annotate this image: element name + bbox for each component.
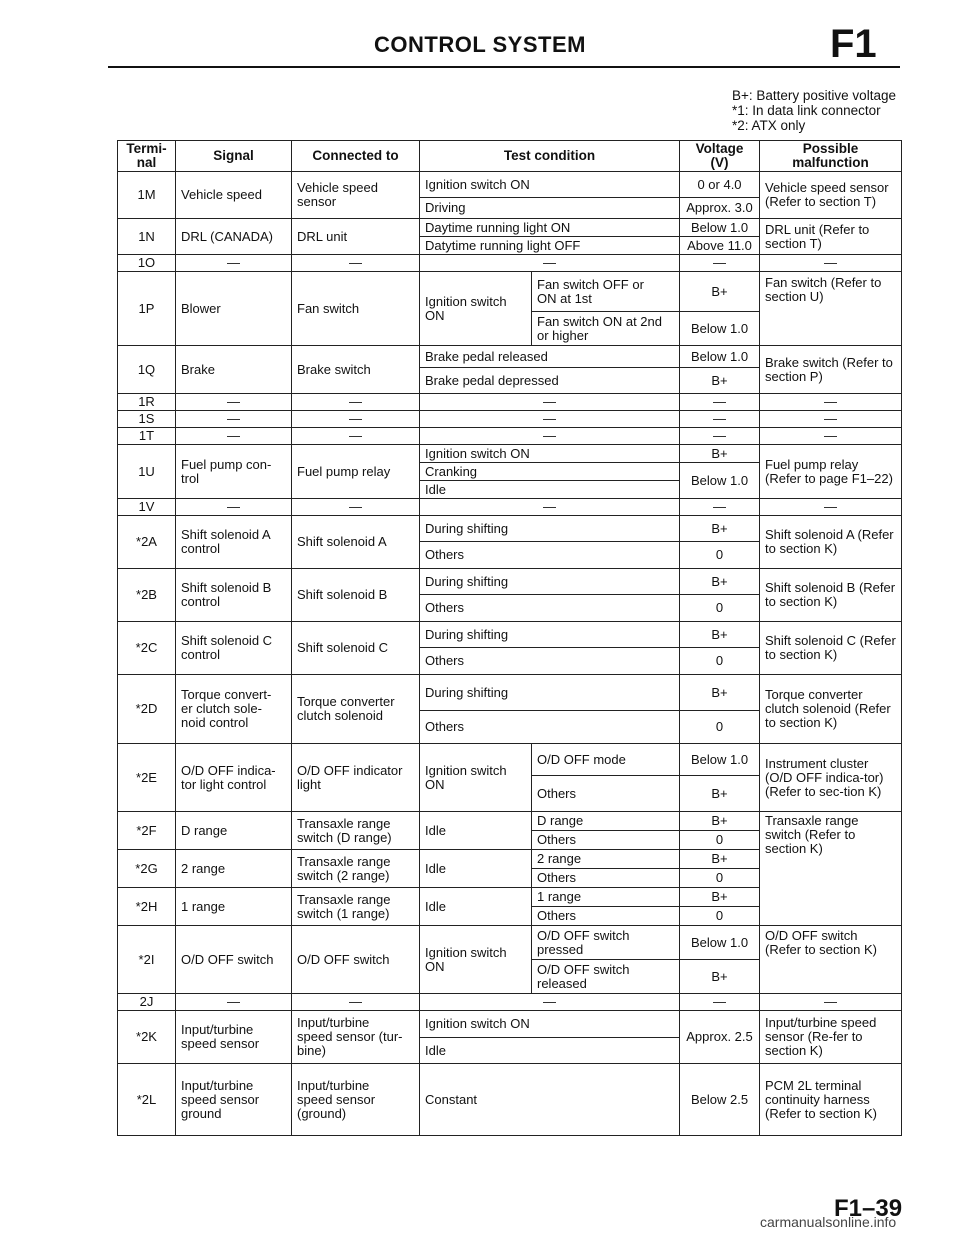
connected-cell: — [292, 428, 420, 445]
test-cell: — [420, 428, 680, 445]
voltage-cell: B+ [680, 812, 760, 831]
test-cell: During shifting [420, 675, 680, 711]
table-row [118, 516, 902, 542]
test-condition-cell: Ignition switch ON [420, 272, 532, 346]
malfunction-cell [760, 926, 902, 994]
test-subcondition-cell: Others [532, 831, 680, 850]
malfunction-cell: — [760, 499, 902, 516]
connected-cell: — [292, 994, 420, 1011]
malfunction-cell [760, 346, 902, 394]
test-cell: — [420, 994, 680, 1011]
connected-cell: Transaxle range switch (1 range) [292, 888, 420, 926]
connected-cell: Transaxle range switch (D range) [292, 812, 420, 850]
terminal-cell: 1M [118, 172, 176, 219]
signal-cell: Blower [176, 272, 292, 346]
test-cell: — [420, 394, 680, 411]
table-row [118, 411, 902, 428]
legend-notes [732, 88, 896, 133]
voltage-cell: B+ [680, 368, 760, 394]
signal-cell: — [176, 994, 292, 1011]
connected-cell: O/D OFF switch [292, 926, 420, 994]
voltage-cell: 0 [680, 542, 760, 569]
voltage-cell: Approx. 2.5 [680, 1011, 760, 1064]
connected-cell: Vehicle speed sensor [292, 172, 420, 219]
test-subcondition-cell: Fan switch OFF or ON at 1st [532, 272, 680, 312]
test-subcondition-cell: Others [532, 869, 680, 888]
connected-cell: — [292, 499, 420, 516]
voltage-cell: B+ [680, 516, 760, 542]
col-header-connected-to: Connected to [292, 141, 420, 172]
malfunction-text: Fuel pump relay (Refer to page F1–22) [765, 456, 893, 486]
table-row [118, 445, 902, 463]
terminal-spec-table [117, 140, 902, 1136]
voltage-cell: 0 [680, 907, 760, 926]
signal-cell: D range [176, 812, 292, 850]
col-header-possible-malfunction: Possible malfunction [760, 141, 902, 172]
signal-cell: Input/turbine speed sensor [176, 1011, 292, 1064]
terminal-cell: 1Q [118, 346, 176, 394]
signal-cell: 1 range [176, 888, 292, 926]
voltage-cell: B+ [680, 622, 760, 648]
test-cell: During shifting [420, 622, 680, 648]
malfunction-cell [760, 622, 902, 675]
malfunction-text: Shift solenoid A (Refer to section K) [765, 527, 894, 556]
voltage-cell: — [680, 499, 760, 516]
malfunction-cell: — [760, 411, 902, 428]
test-subcondition-cell: O/D OFF mode [532, 744, 680, 776]
malfunction-text: DRL unit (Refer to section T) [765, 221, 870, 251]
col-header-signal: Signal [176, 141, 292, 172]
test-cell: Brake pedal depressed [420, 368, 680, 394]
voltage-cell: Below 2.5 [680, 1064, 760, 1136]
voltage-cell: Approx. 3.0 [680, 198, 760, 219]
table-row [118, 622, 902, 648]
terminal-cell: 1R [118, 394, 176, 411]
connected-cell: Shift solenoid B [292, 569, 420, 622]
test-subcondition-cell: D range [532, 812, 680, 831]
voltage-cell: — [680, 411, 760, 428]
connected-cell: — [292, 394, 420, 411]
table-row [118, 675, 902, 711]
test-subcondition-cell: Fan switch ON at 2nd or higher [532, 312, 680, 346]
voltage-cell: — [680, 255, 760, 272]
voltage-cell: B+ [680, 569, 760, 595]
malfunction-text: Vehicle speed sensor (Refer to section T) [765, 180, 889, 209]
malfunction-text: Input/turbine speed sensor (Re-fer to section K) [765, 1015, 877, 1058]
terminal-cell: *2K [118, 1011, 176, 1064]
table-row [118, 926, 902, 960]
connected-cell: — [292, 255, 420, 272]
terminal-cell: *2D [118, 675, 176, 744]
table-row [118, 219, 902, 237]
voltage-cell: 0 [680, 648, 760, 675]
test-subcondition-cell: Others [532, 907, 680, 926]
terminal-cell: *2F [118, 812, 176, 850]
page-title: CONTROL SYSTEM [374, 32, 586, 57]
test-cell: Others [420, 711, 680, 744]
signal-cell: — [176, 255, 292, 272]
voltage-cell: — [680, 428, 760, 445]
table-row [118, 272, 902, 312]
terminal-cell: 2J [118, 994, 176, 1011]
terminal-cell: 1O [118, 255, 176, 272]
terminal-cell: 1N [118, 219, 176, 255]
terminal-cell: *2I [118, 926, 176, 994]
malfunction-text: Shift solenoid B (Refer to section K) [765, 580, 896, 609]
malfunction-cell [760, 516, 902, 569]
voltage-cell: Above 11.0 [680, 237, 760, 255]
voltage-cell: 0 [680, 711, 760, 744]
connected-cell: Shift solenoid C [292, 622, 420, 675]
voltage-cell: Below 1.0 [680, 312, 760, 346]
voltage-cell: 0 or 4.0 [680, 172, 760, 198]
signal-cell: DRL (CANADA) [176, 219, 292, 255]
test-cell: Others [420, 595, 680, 622]
voltage-cell: B+ [680, 776, 760, 812]
test-cell: Cranking [420, 463, 680, 481]
test-cell: Others [420, 542, 680, 569]
table-row [118, 744, 902, 776]
test-cell: Others [420, 648, 680, 675]
terminal-cell: *2G [118, 850, 176, 888]
malfunction-text: Instrument cluster (O/D OFF indica-tor) (Refer to sec-tion K) [765, 755, 884, 799]
table-header-row [118, 141, 902, 172]
signal-cell: O/D OFF switch [176, 926, 292, 994]
signal-cell: Brake [176, 346, 292, 394]
test-cell: Datytime running light OFF [420, 237, 680, 255]
test-subcondition-cell: 2 range [532, 850, 680, 869]
malfunction-cell [760, 272, 902, 346]
table-row [118, 569, 902, 595]
test-condition-cell: Idle [420, 812, 532, 850]
terminal-cell: *2E [118, 744, 176, 812]
malfunction-cell: — [760, 428, 902, 445]
voltage-cell: 0 [680, 595, 760, 622]
test-cell: Idle [420, 481, 680, 499]
voltage-cell: Below 1.0 [680, 463, 760, 499]
signal-cell: Shift solenoid C control [176, 622, 292, 675]
connected-cell: Torque converter clutch solenoid [292, 675, 420, 744]
connected-cell: Input/turbine speed sensor (tur- bine) [292, 1011, 420, 1064]
malfunction-text: O/D OFF switch (Refer to section K) [765, 928, 877, 957]
terminal-cell: 1V [118, 499, 176, 516]
connected-cell: Transaxle range switch (2 range) [292, 850, 420, 888]
section-code: F1 [830, 22, 877, 66]
terminal-cell: 1P [118, 272, 176, 346]
voltage-cell: B+ [680, 888, 760, 907]
signal-cell: Input/turbine speed sensor ground [176, 1064, 292, 1136]
watermark: carmanualsonline.info [760, 1214, 897, 1230]
malfunction-cell: — [760, 394, 902, 411]
test-subcondition-cell: Others [532, 776, 680, 812]
malfunction-text: Fan switch (Refer to section U) [765, 275, 882, 304]
table-row [118, 1064, 902, 1136]
signal-cell: Torque convert- er clutch sole- noid control [176, 675, 292, 744]
note-line: *1: In data link connector [732, 103, 881, 118]
table-row [118, 994, 902, 1011]
malfunction-cell: — [760, 255, 902, 272]
malfunction-text: PCM 2L terminal continuity harness (Refer to section K) [765, 1077, 877, 1121]
note-line: *2: ATX only [732, 118, 806, 133]
terminal-cell: 1T [118, 428, 176, 445]
voltage-cell: — [680, 994, 760, 1011]
terminal-cell: *2L [118, 1064, 176, 1136]
connected-cell: Shift solenoid A [292, 516, 420, 569]
terminal-cell: *2C [118, 622, 176, 675]
test-cell: Daytime running light ON [420, 219, 680, 237]
test-condition-cell: Idle [420, 888, 532, 926]
test-cell: During shifting [420, 569, 680, 595]
malfunction-cell [760, 172, 902, 219]
table-row [118, 428, 902, 445]
malfunction-text: Transaxle range switch (Refer to section K) [765, 813, 859, 856]
test-cell: Ignition switch ON [420, 1011, 680, 1038]
test-cell: Constant [420, 1064, 680, 1136]
test-subcondition-cell: O/D OFF switch released [532, 960, 680, 994]
test-subcondition-cell: 1 range [532, 888, 680, 907]
table-row [118, 394, 902, 411]
signal-cell: 2 range [176, 850, 292, 888]
terminal-cell: *2H [118, 888, 176, 926]
signal-cell: — [176, 499, 292, 516]
terminal-cell: 1S [118, 411, 176, 428]
signal-cell: Fuel pump con- trol [176, 445, 292, 499]
malfunction-text: Brake switch (Refer to section P) [765, 354, 893, 384]
connected-cell: Fan switch [292, 272, 420, 346]
test-condition-cell: Idle [420, 850, 532, 888]
table-row [118, 172, 902, 198]
signal-cell: — [176, 394, 292, 411]
malfunction-cell [760, 445, 902, 499]
voltage-cell: Below 1.0 [680, 346, 760, 368]
connected-cell: Brake switch [292, 346, 420, 394]
col-header-terminal: Termi- nal [118, 141, 176, 172]
voltage-cell: B+ [680, 960, 760, 994]
signal-cell: Vehicle speed [176, 172, 292, 219]
test-cell: Driving [420, 198, 680, 219]
signal-cell: Shift solenoid A control [176, 516, 292, 569]
signal-cell: — [176, 428, 292, 445]
connected-cell: DRL unit [292, 219, 420, 255]
voltage-cell: B+ [680, 272, 760, 312]
malfunction-cell [760, 1064, 902, 1136]
malfunction-cell [760, 1011, 902, 1064]
voltage-cell: B+ [680, 850, 760, 869]
test-cell: — [420, 411, 680, 428]
page-number: F1–39 [834, 1195, 903, 1222]
table-row [118, 255, 902, 272]
table-row [118, 499, 902, 516]
connected-cell: O/D OFF indicator light [292, 744, 420, 812]
test-condition-cell: Ignition switch ON [420, 926, 532, 994]
malfunction-cell: — [760, 994, 902, 1011]
test-cell: Ignition switch ON [420, 172, 680, 198]
voltage-cell: Below 1.0 [680, 744, 760, 776]
connected-cell: Input/turbine speed sensor (ground) [292, 1064, 420, 1136]
voltage-cell: Below 1.0 [680, 926, 760, 960]
terminal-cell: *2A [118, 516, 176, 569]
terminal-cell: 1U [118, 445, 176, 499]
col-header-test-condition: Test condition [420, 141, 680, 172]
note-line: B+: Battery positive voltage [732, 88, 896, 103]
header-rule [108, 66, 900, 68]
signal-cell: — [176, 411, 292, 428]
voltage-cell: Below 1.0 [680, 219, 760, 237]
test-cell: — [420, 499, 680, 516]
malfunction-text: Torque converter clutch solenoid (Refer to section K) [765, 687, 891, 730]
table-row [118, 1011, 902, 1038]
voltage-cell: B+ [680, 445, 760, 463]
test-cell: Idle [420, 1038, 680, 1064]
test-cell: — [420, 255, 680, 272]
test-condition-cell: Ignition switch ON [420, 744, 532, 812]
connected-cell: — [292, 411, 420, 428]
test-subcondition-cell: O/D OFF switch pressed [532, 926, 680, 960]
malfunction-cell [760, 569, 902, 622]
voltage-cell: B+ [680, 675, 760, 711]
test-cell: Brake pedal released [420, 346, 680, 368]
signal-cell: Shift solenoid B control [176, 569, 292, 622]
col-header-voltage: Voltage (V) [680, 141, 760, 172]
connected-cell: Fuel pump relay [292, 445, 420, 499]
test-cell: Ignition switch ON [420, 445, 680, 463]
malfunction-cell [760, 219, 902, 255]
table-row [118, 812, 902, 831]
malfunction-cell [760, 812, 902, 926]
malfunction-text: Shift solenoid C (Refer to section K) [765, 633, 896, 662]
test-cell: During shifting [420, 516, 680, 542]
malfunction-cell [760, 744, 902, 812]
voltage-cell: 0 [680, 831, 760, 850]
table-row [118, 346, 902, 368]
malfunction-cell [760, 675, 902, 744]
voltage-cell: — [680, 394, 760, 411]
signal-cell: O/D OFF indica- tor light control [176, 744, 292, 812]
terminal-cell: *2B [118, 569, 176, 622]
voltage-cell: 0 [680, 869, 760, 888]
